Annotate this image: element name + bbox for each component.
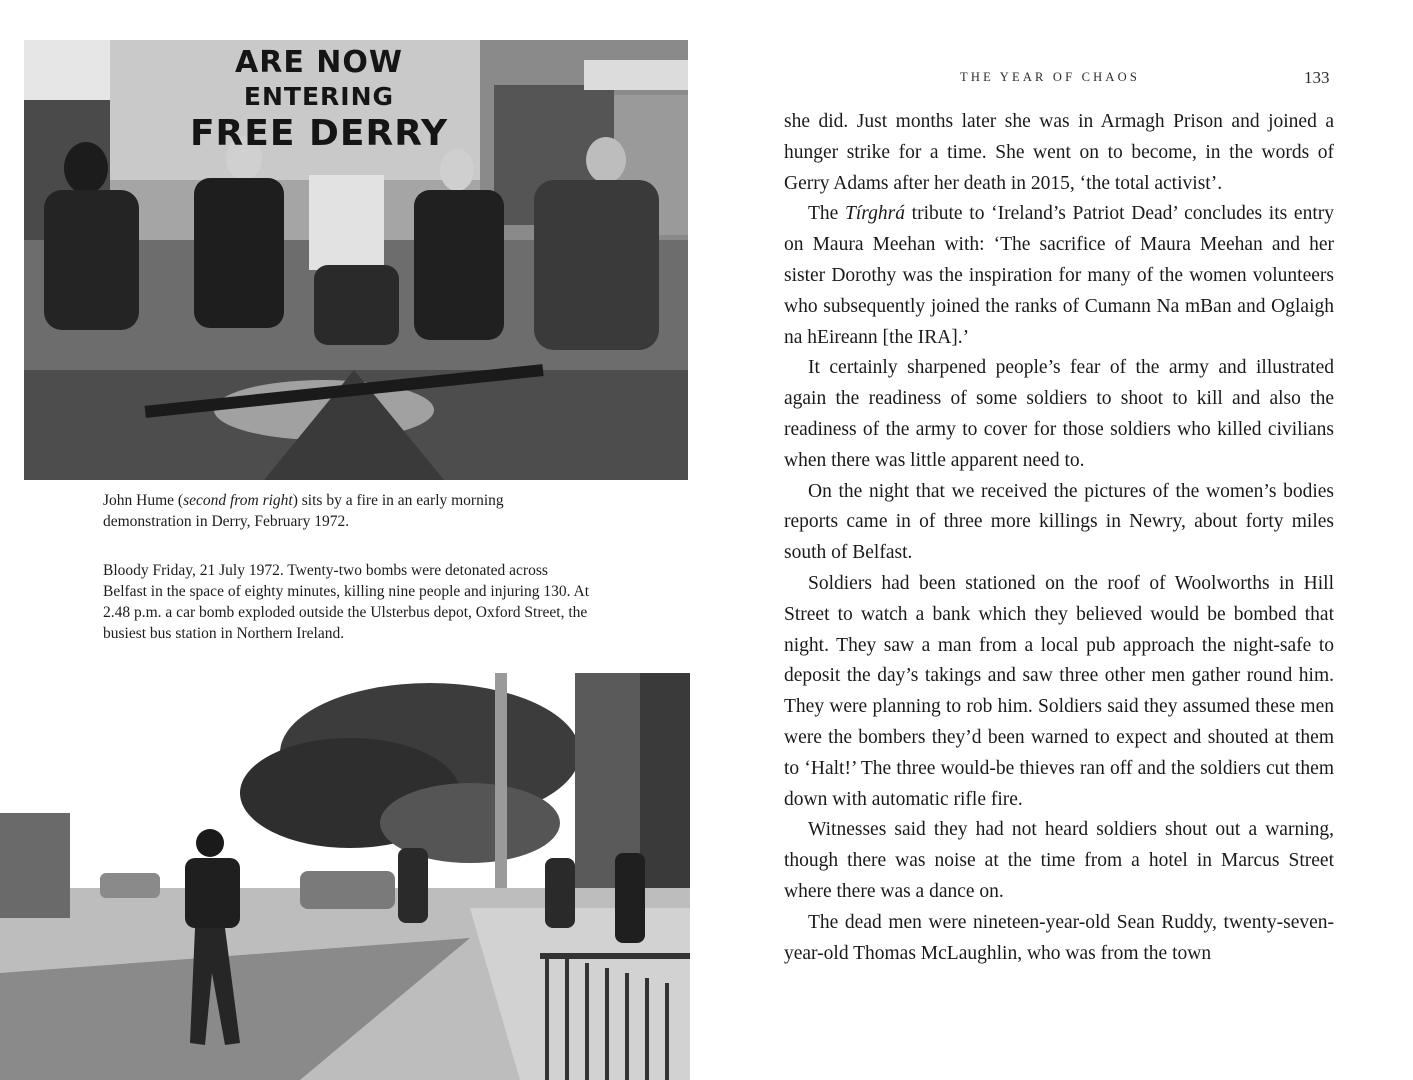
caption-1-italic: second from right <box>183 492 293 509</box>
running-head: THE YEAR OF CHAOS <box>960 70 1140 84</box>
sign-line-entering: ENTERING <box>243 82 395 111</box>
body-text <box>784 107 1334 969</box>
photo-bloody-friday-image <box>0 673 690 1080</box>
caption-bloody-friday: Bloody Friday, 21 July 1972. Twenty-two bombs were detonated across Belfast in the space of eighty minutes, killing nine people and injuring 130. At 2.48 p.m. a car bomb exploded outside the Ulsterbus depot, Oxford Street, the busiest bus station in Northern Ireland. <box>103 562 590 642</box>
paragraph-4: On the night that we received the pictures of the women’s bodies reports came in of three more killings in Newry, about forty miles south of Belfast. <box>784 480 1334 564</box>
paragraph-3: It certainly sharpened people’s fear of the army and illustrated again the readiness of some soldiers to shoot to kill and also the readiness of the army to cover for those soldiers who killed civilians when there was little apparent need to. <box>784 357 1334 471</box>
paragraph-1: she did. Just months later she was in Armagh Prison and joined a hunger strike for a time. She went on to become, in the words of Gerry Adams after her death in 2015, ‘the total activist’. <box>784 111 1334 194</box>
paragraph-2 <box>784 199 1334 353</box>
right-page <box>706 0 1413 1080</box>
page-number: 133 <box>1304 68 1330 87</box>
paragraph-6: Witnesses said they had not heard soldiers shout out a warning, though there was noise at the time from a hotel in Marcus Street where there was a dance on. <box>784 819 1334 902</box>
sign-line-free-derry: FREE DERRY <box>189 113 449 154</box>
photo-bloody-friday-street <box>0 673 690 1080</box>
paragraph-5: Soldiers had been stationed on the roof of Woolworths in Hill Street to watch a bank which they believed would be bombed that night. They saw a man from a local pub approach the night-safe to deposit the day’s takings and saw three other men gather round him. They were planning to rob him. Soldiers said they assumed these men were the bombers they’d been warned to expect and shouted at them to ‘Halt!’ The three would-be thieves ran off and the soldiers cut them down with automatic rifle fire. <box>784 572 1334 810</box>
paragraph-7: The dead men were nineteen-year-old Sean Ruddy, twenty-seven-year-old Thomas McLaughlin, who was from the town <box>784 911 1334 964</box>
paragraph-2-post: tribute to ‘Ireland’s Patriot Dead’ concludes its entry on Maura Meehan with: ‘The sacrifice of Maura Meehan and her sister Dorothy was the inspiration for many of the women volunteers who subsequently joined the ranks of Cumann Na mBan and Oglaigh na hEireann [the IRA].’ <box>784 203 1334 348</box>
caption-john-hume <box>103 490 593 532</box>
caption-1-part-2: ) sits by a fire in an early morning demonstration in Derry, February 1972. <box>103 492 504 530</box>
left-page <box>0 0 706 1080</box>
paragraph-2-pre: The <box>808 203 846 225</box>
paragraph-2-italic: Tírghrá <box>845 203 905 225</box>
caption-1-part-1: John Hume ( <box>103 492 184 509</box>
photo-free-derry-demonstration <box>24 40 688 480</box>
sign-line-are-now: ARE NOW <box>235 45 403 80</box>
